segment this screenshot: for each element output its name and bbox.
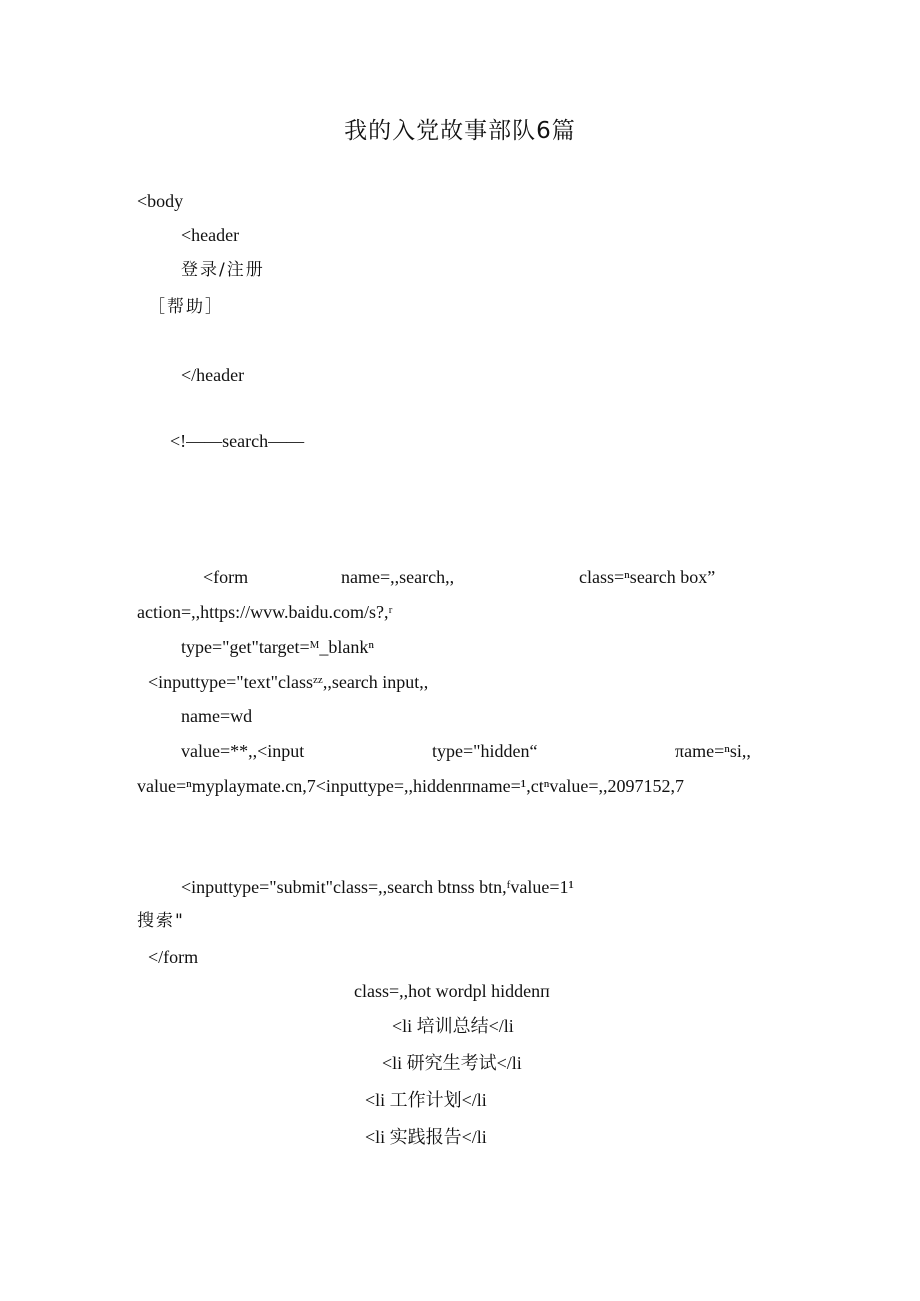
list-item-work-plan: <li 工作计划</li	[365, 1090, 487, 1110]
code-line-help: ［帮助］	[148, 297, 224, 317]
code-line-form-action: action=,,https://wvw.baidu.com/s?,ʳ	[137, 602, 393, 622]
code-line-form-class: class=ⁿsearch box”	[579, 567, 716, 587]
code-line-form-type: type="get"target=ᴹ_blankⁿ	[181, 637, 375, 657]
code-line-form-close: </form	[148, 947, 199, 967]
code-line-form-open: <form	[203, 567, 249, 587]
code-line-input-text: <inputtype="text"classᶻᶻ,,search input,,	[148, 672, 429, 692]
code-line-input-submit: <inputtype="submit"class=,,search btnss btn,ᶠvalue=1¹	[181, 877, 574, 897]
code-line-value-myplaymate: value=ⁿmyplaymate.cn,7<inputtype=,,hiddenᴨname=¹,ctⁿvalue=,,2097152,7	[137, 776, 684, 796]
code-line-login: 登录/注册	[181, 260, 265, 280]
code-line-search-comment: <!——search——	[170, 431, 305, 451]
code-line-type-hidden: type="hidden“	[432, 741, 538, 761]
list-item-graduate-exam: <li 研究生考试</li	[382, 1053, 522, 1073]
code-line-name-si: πame=ⁿsi,,	[675, 741, 751, 761]
code-line-name-wd: name=wd	[181, 706, 253, 726]
list-item-practice-report: <li 实践报告</li	[365, 1127, 487, 1147]
code-line-hotword-class: class=,,hot wordpl hiddenᴨ	[354, 981, 550, 1001]
code-line-body: <body	[137, 191, 184, 211]
list-item-training-summary: <li 培训总结</li	[392, 1016, 514, 1036]
document-title: 我的入党故事部队6篇	[344, 118, 576, 144]
code-line-header-close: </header	[181, 365, 245, 385]
code-line-search-label: 搜索"	[137, 911, 185, 931]
code-line-form-name: name=,,search,,	[341, 567, 455, 587]
code-line-header-open: <header	[181, 225, 240, 245]
code-line-value-input: value=**,,<input	[181, 741, 305, 761]
